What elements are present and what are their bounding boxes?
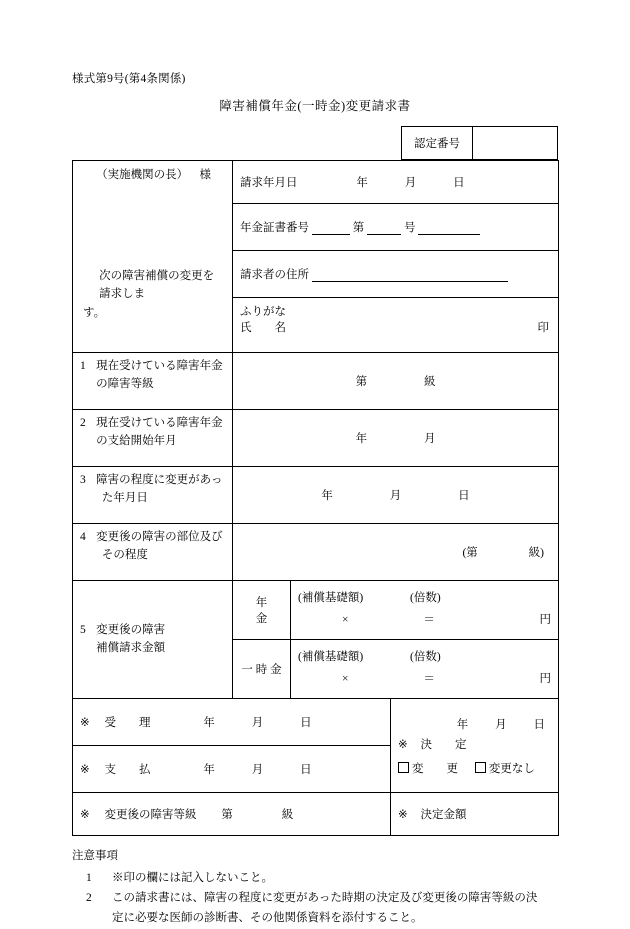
checkbox-change-label: 変 更 [412,762,458,775]
annuity-unit: 円 [539,614,551,626]
table-row [73,793,559,836]
grade-after-mark: ※ [80,809,90,821]
table-row [73,699,559,746]
note-1-text: ※印の欄には記入しないこと。 [112,872,273,885]
form-number: 様式第9号(第4条関係) [72,73,186,85]
row-4-number: 4 [80,531,86,543]
payment-cell[interactable] [73,746,391,793]
receipt-year: 年 [203,717,215,729]
annuity-multiplier-label: (倍数) [410,592,441,605]
pension-certificate-dai: 第 [352,222,365,234]
seal-label: 印 [537,322,549,334]
table-row [73,161,559,204]
furigana-label: ふりがな [240,306,286,318]
note-1-number: 1 [86,872,92,885]
row-3-label-line2: た年月日 [101,491,148,504]
row-1-value-b: 級 [423,376,436,388]
approval-number-table [401,126,558,160]
row-4-value-a: (第 [462,547,478,559]
receipt-day: 日 [300,717,312,729]
row-5-lumpsum-calc[interactable] [291,640,559,699]
payment-label: 支 払 [104,764,151,776]
table-row [73,581,559,640]
grade-after-dai: 第 [221,809,233,821]
payment-day: 日 [300,764,312,776]
row-3-value-a: 年 [321,490,333,502]
row-2-value-b: 月 [423,433,436,445]
checkbox-change[interactable] [398,762,409,773]
decision-mark: ※ [398,738,408,751]
row-2-label [73,410,233,467]
receipt-cell[interactable] [73,699,391,746]
addressee-cell [73,161,233,353]
request-date-month: 月 [404,177,417,189]
row-1-label-line1: 現在受けている障害年金 [96,360,223,372]
addressee-honorific: 様 [199,169,211,181]
note-2-text-continued: 定に必要な医師の診断書、その他関係資料を添付すること。 [112,912,423,925]
row-4-value[interactable] [233,524,559,581]
payment-month: 月 [251,764,264,776]
decided-amount-cell[interactable] [391,793,559,836]
notes-section [72,846,558,929]
decided-amount-mark: ※ [398,809,408,821]
decision-year: 年 [456,718,469,731]
payment-year: 年 [203,764,215,776]
row-5-label-line1: 変更後の障害 [96,623,166,636]
row-1-value[interactable] [233,353,559,410]
receipt-mark: ※ [80,717,90,729]
receipt-label: 受 理 [104,717,151,729]
lumpsum-equals-sign: ＝ [423,673,435,685]
row-1-value-a: 第 [355,376,368,388]
note-item [86,868,558,888]
addressee-organization: （実施機関の長） [96,169,189,181]
row-3-value[interactable] [233,467,559,524]
row-2-value[interactable] [233,410,559,467]
pension-certificate-label: 年金証書番号 [240,222,309,234]
note-2-text: この請求書には、障害の程度に変更があった時期の決定及び変更後の障害等級の決 [112,892,538,905]
row-5-label [73,581,233,699]
notes-title: 注意事項 [72,850,118,862]
table-row [73,353,559,410]
row-2-number: 2 [80,417,86,429]
note-item [86,888,558,908]
decision-label: 決 定 [420,738,467,751]
applicant-address-cell[interactable] [233,251,559,298]
checkbox-no-change-label: 変更なし [488,762,535,775]
pension-certificate-go: 号 [404,222,416,234]
note-2-number: 2 [86,892,92,905]
grade-after-cell[interactable] [73,793,391,836]
page-title: 障害補償年金(一時金)変更請求書 [219,99,411,113]
addressee-organization-row [80,166,225,182]
decision-cell[interactable] [391,699,559,793]
row-3-value-b: 月 [389,490,402,502]
main-form-table [72,160,559,836]
decided-amount-label: 決定金額 [420,809,467,821]
pension-certificate-cell[interactable] [233,204,559,251]
row-3-label [73,467,233,524]
approval-number-label: 認定番号 [402,127,473,160]
row-3-value-c: 日 [458,490,470,502]
row-5-number: 5 [80,623,86,636]
decision-day: 日 [533,718,545,731]
name-row [240,319,551,335]
row-1-number: 1 [80,360,86,372]
grade-after-kyu: 級 [281,809,294,821]
row-5-lumpsum-kind: 一 時 金 [233,640,291,699]
request-date-year: 年 [356,177,368,189]
request-date-day: 日 [453,177,465,189]
row-4-label-line2: その程度 [101,548,148,561]
payment-mark: ※ [80,764,90,776]
table-row [73,467,559,524]
row-2-label-line1: 現在受けている障害年金 [96,417,223,429]
table-row [402,127,558,160]
row-3-label-line1: 障害の程度に変更があっ [96,474,223,486]
row-2-value-a: 年 [355,433,368,445]
request-statement [83,267,222,322]
lumpsum-multiplier-label: (倍数) [410,651,441,664]
applicant-name-cell[interactable] [233,298,559,353]
request-date-label: 請求年月日 [240,177,298,189]
name-label: 氏 名 [240,322,286,334]
receipt-month: 月 [251,717,264,729]
row-1-label [73,353,233,410]
decision-month: 月 [495,718,507,731]
row-5-annuity-kind: 年 金 [233,581,291,640]
row-3-number: 3 [80,474,86,486]
lumpsum-unit: 円 [539,673,551,685]
approval-number-area [72,126,558,160]
request-statement-line1: 次の障害補償の変更を請求しま [99,269,215,301]
annuity-times-sign: × [342,614,349,626]
row-4-value-b: 級) [528,547,544,559]
lumpsum-base-label: (補償基礎額) [298,651,364,664]
request-date-cell[interactable] [233,161,559,204]
annuity-base-label: (補償基礎額) [298,592,364,605]
row-5-label-line2: 補償請求金額 [96,641,166,654]
request-statement-line2: す。 [83,306,106,319]
table-row [73,410,559,467]
grade-after-label: 変更後の障害等級 [104,809,197,821]
row-1-label-line2: の障害等級 [96,377,154,390]
furigana-row [240,303,551,319]
table-row [73,524,559,581]
row-4-label [73,524,233,581]
applicant-address-label: 請求者の住所 [240,269,309,281]
approval-number-value[interactable] [473,127,558,160]
annuity-equals-sign: ＝ [423,614,435,626]
checkbox-no-change[interactable] [475,762,486,773]
row-4-label-line1: 変更後の障害の部位及び [96,531,223,543]
row-2-label-line2: の支給開始年月 [96,434,177,447]
row-5-annuity-calc[interactable] [291,581,559,640]
lumpsum-times-sign: × [342,673,349,685]
